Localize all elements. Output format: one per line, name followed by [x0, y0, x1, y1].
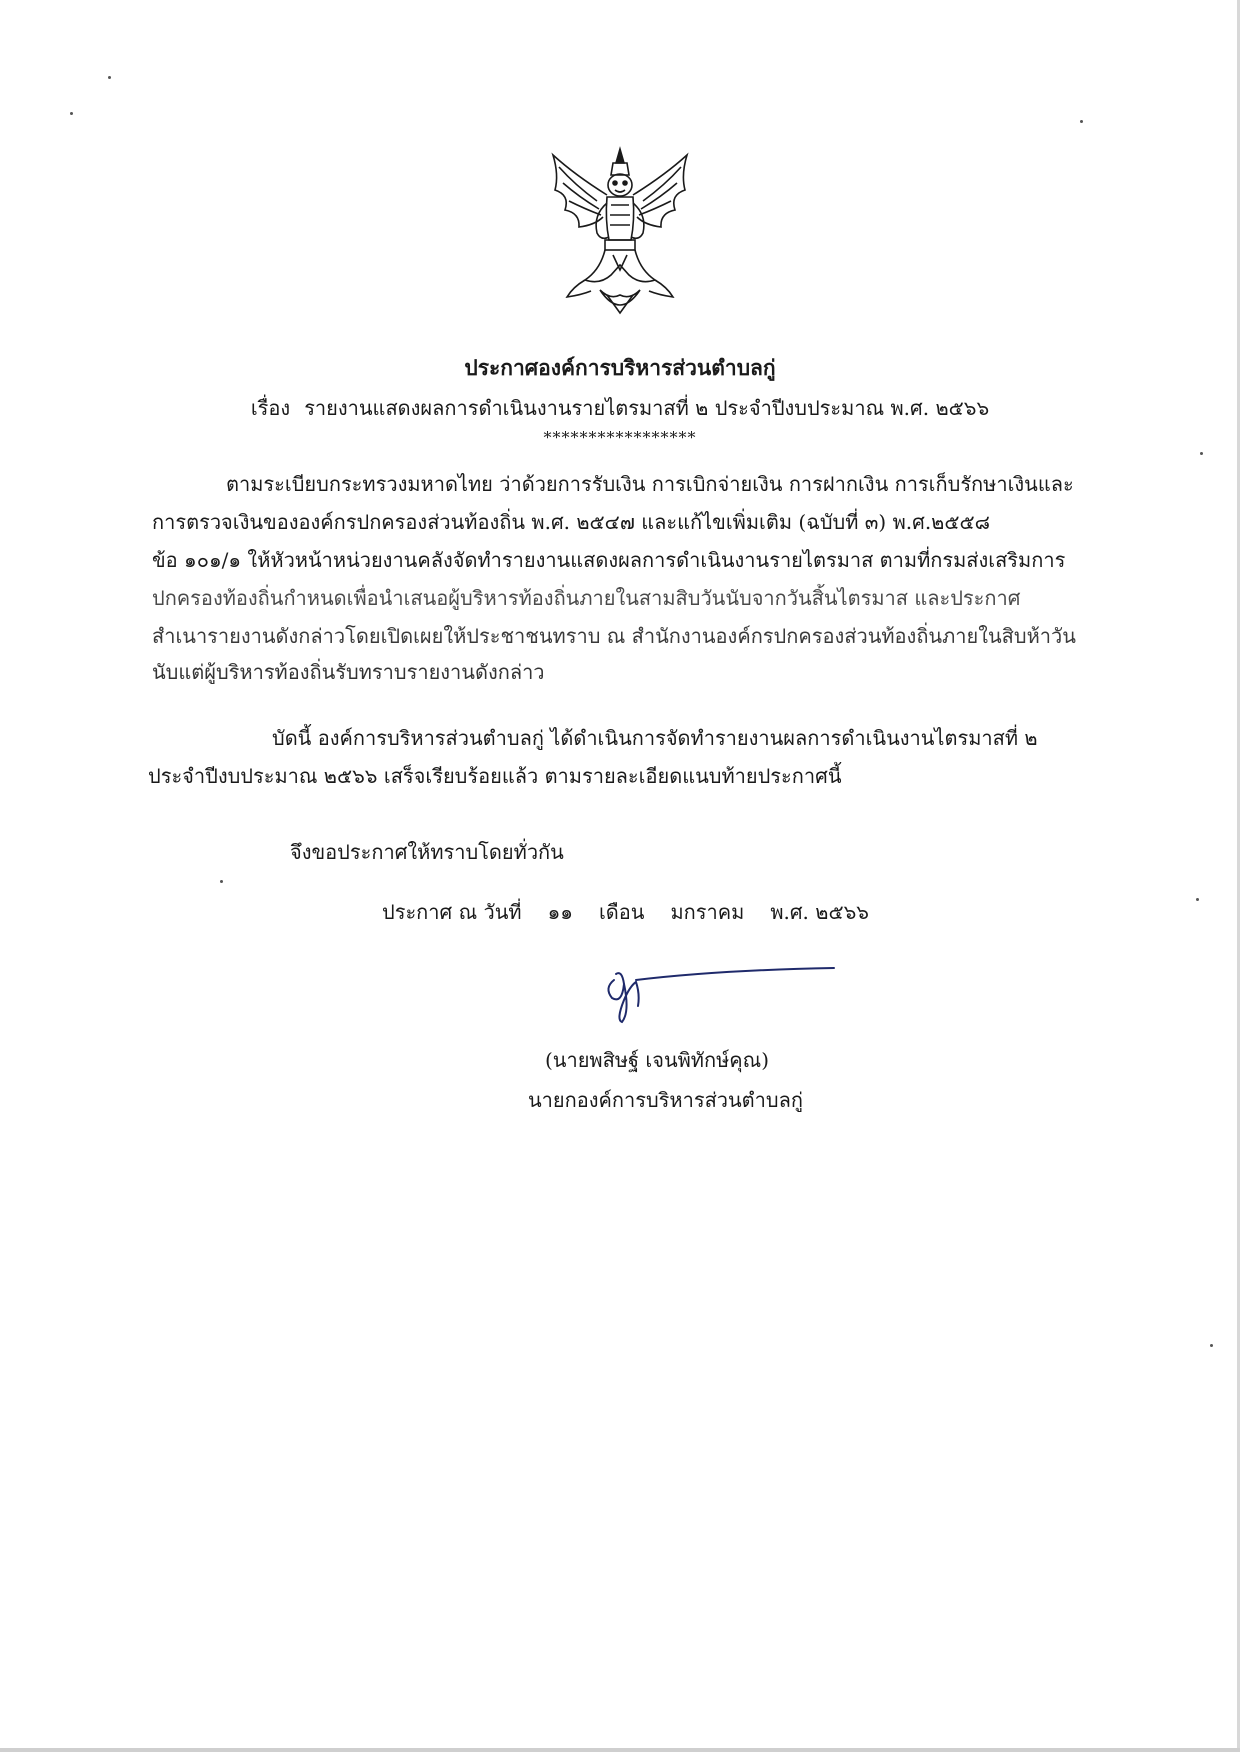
date-month: มกราคม — [670, 900, 745, 924]
scan-edge — [0, 1748, 1240, 1752]
paragraph1-line: ข้อ ๑๐๑/๑ ให้หัวหน้าหน่วยงานคลังจัดทำรายงานแสดงผลการดำเนินงานรายไตรมาส ตามที่กรมส่งเสริมการ — [152, 548, 1066, 572]
scan-speck — [70, 112, 73, 115]
scan-speck — [108, 76, 111, 79]
scan-speck — [1196, 898, 1199, 901]
paragraph1-line: นับแต่ผู้บริหารท้องถิ่นรับทราบรายงานดังกล่าว — [152, 660, 545, 684]
scan-speck — [220, 880, 223, 883]
scan-speck — [1080, 120, 1083, 123]
garuda-emblem-icon — [545, 145, 695, 320]
paragraph1-line: สำเนารายงานดังกล่าวโดยเปิดเผยให้ประชาชนทราบ ณ สำนักงานองค์กรปกครองส่วนท้องถิ่นภายในสิบห้าวัน — [152, 624, 1076, 648]
announcement-date — [382, 896, 869, 928]
date-prefix: ประกาศ ณ วันที่ — [382, 900, 522, 924]
paragraph1-line: ปกครองท้องถิ่นกำหนดเพื่อนำเสนอผู้บริหารท้องถิ่นภายในสามสิบวันนับจากวันสิ้นไตรมาส และประกาศ — [152, 586, 1021, 610]
subject-text: รายงานแสดงผลการดำเนินงานรายไตรมาสที่ ๒ ประจำปีงบประมาณ พ.ศ. ๒๕๖๖ — [304, 396, 990, 420]
scan-speck — [1210, 1344, 1213, 1347]
signer-position: นายกองค์การบริหารส่วนตำบลกู่ — [528, 1088, 803, 1112]
separator-stars: ***************** — [543, 428, 697, 447]
date-year: พ.ศ. ๒๕๖๖ — [770, 900, 869, 924]
date-month-label: เดือน — [598, 900, 645, 924]
subject-label: เรื่อง — [250, 396, 291, 420]
announcement-title: ประกาศองค์การบริหารส่วนตำบลกู่ — [464, 355, 776, 380]
scan-speck — [1200, 452, 1203, 455]
paragraph2-line: บัดนี้ องค์การบริหารส่วนตำบลกู่ ได้ดำเนินการจัดทำรายงานผลการดำเนินงานไตรมาสที่ ๒ — [272, 726, 1038, 750]
date-day: ๑๑ — [547, 900, 573, 924]
handwritten-signature-icon — [600, 960, 850, 1030]
paragraph2-line: ประจำปีงบประมาณ ๒๕๖๖ เสร็จเรียบร้อยแล้ว ตามรายละเอียดแนบท้ายประกาศนี้ — [148, 764, 842, 788]
paragraph1-line: การตรวจเงินขององค์กรปกครองส่วนท้องถิ่น พ.ศ. ๒๕๔๗ และแก้ไขเพิ่มเติม (ฉบับที่ ๓) พ.ศ.๒๕๕๘ — [152, 510, 991, 534]
announce-statement: จึงขอประกาศให้ทราบโดยทั่วกัน — [290, 840, 564, 864]
paragraph1-line: ตามระเบียบกระทรวงมหาดไทย ว่าด้วยการรับเงิน การเบิกจ่ายเงิน การฝากเงิน การเก็บรักษาเงินและ — [226, 472, 1074, 496]
signer-name: (นายพสิษฐ์ เจนพิทักษ์คุณ) — [545, 1048, 770, 1072]
subject-line — [0, 392, 1240, 424]
